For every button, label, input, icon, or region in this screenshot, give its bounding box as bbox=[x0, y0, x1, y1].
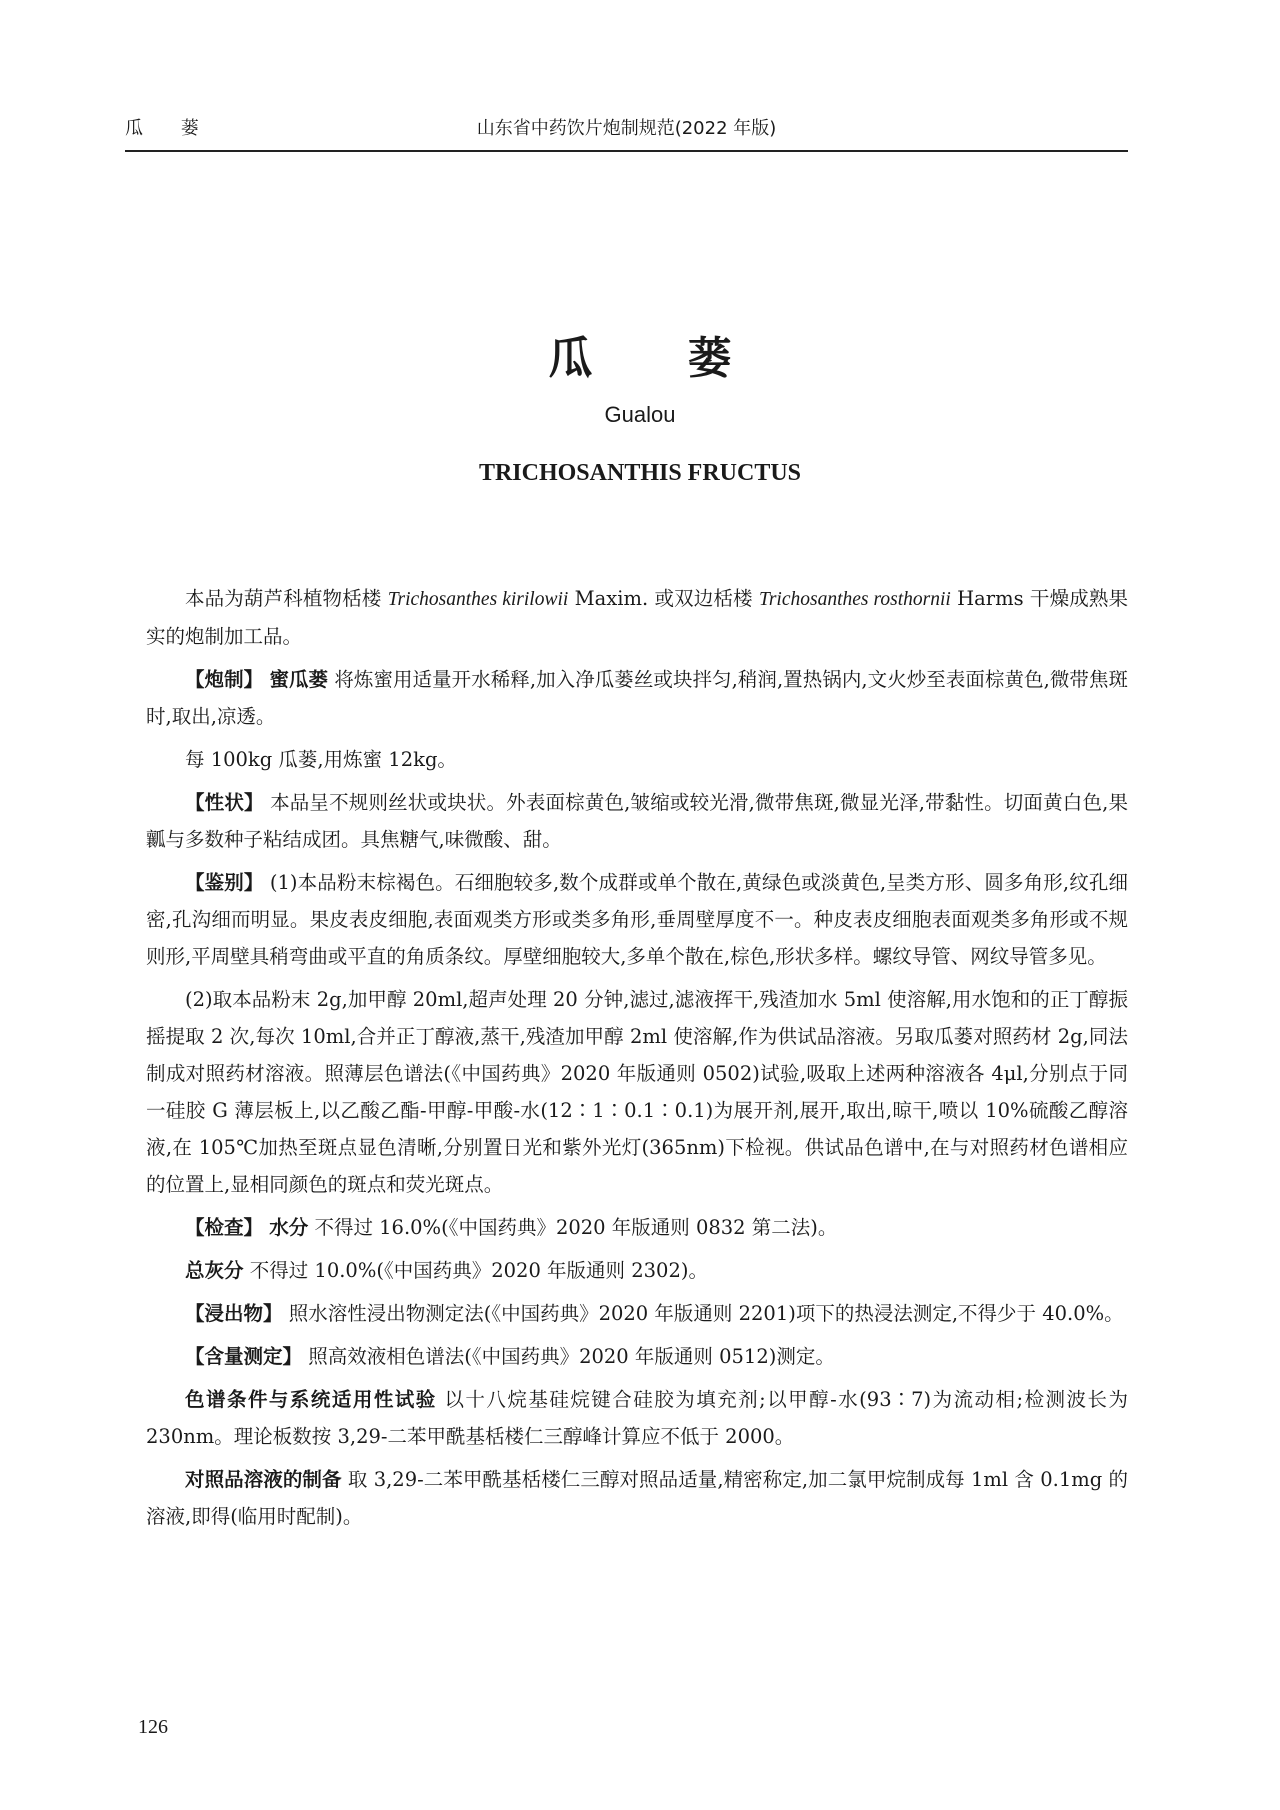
jianbie-section: 【鉴别】 (1)本品粉末棕褐色。石细胞较多,数个成群或单个散在,黄绿色或淡黄色,呈类方形、圆多角形,纹孔细密,孔沟细而明显。果皮表皮细胞,表面观类方形或类多角形,垂周壁厚度不一。种皮表皮细胞表面观类多角形或不规则形,平周壁具稍弯曲或平直的角质条纹。厚壁细胞较大,多单个散在,棕色,形状多样。螺纹导管、网纹导管多见。 bbox=[146, 871, 1128, 968]
subsection-label: 对照品溶液的制备 bbox=[185, 1468, 342, 1491]
hanliang-section: 【含量测定】 照高效液相色谱法(《中国药典》2020 年版通则 0512)测定。 bbox=[185, 1345, 835, 1368]
subsection-label: 蜜瓜蒌 bbox=[269, 668, 329, 691]
header-section-title: 瓜 蒌 bbox=[125, 118, 215, 139]
monograph-title: 瓜 蒌 bbox=[548, 333, 772, 384]
reference-solution-paragraph: 对照品溶液的制备 取 3,29-二苯甲酰基栝楼仁三醇对照品适量,精密称定,加二氯甲烷制成每 1ml 含 0.1mg 的溶液,即得(临用时配制)。 bbox=[146, 1468, 1129, 1528]
section-label: 【炮制】 bbox=[185, 668, 264, 691]
jinchuwu-section: 【浸出物】 照水溶性浸出物测定法(《中国药典》2020 年版通则 2201)项下的热浸法测定,不得少于 40.0%。 bbox=[185, 1302, 1124, 1325]
subsection-label: 总灰分 bbox=[185, 1259, 244, 1282]
xingzhuang-section: 【性状】 本品呈不规则丝状或块状。外表面棕黄色,皱缩或较光滑,微带焦斑,微显光泽,带黏性。切面黄白色,果瓤与多数种子粘结成团。具焦糖气,味微酸、甜。 bbox=[146, 791, 1128, 851]
paozhi-note: 每 100kg 瓜蒌,用炼蜜 12kg。 bbox=[185, 748, 457, 771]
header-book-title: 山东省中药饮片炮制规范(2022 年版) bbox=[476, 118, 777, 139]
section-label: 【浸出物】 bbox=[185, 1302, 283, 1325]
jianbie-tlc-paragraph: (2)取本品粉末 2g,加甲醇 20ml,超声处理 20 分钟,滤过,滤液挥干,残渣加水 5ml 使溶解,用水饱和的正丁醇振摇提取 2 次,每次 10ml,合并正丁醇液,蒸干,残渣加甲醇 2ml 使溶解,作为供试品溶液。另取瓜蒌对照药材 2g,同法制成对照药材溶液。照薄层色谱法(《中国药典》2020 年版通则 0502)试验,吸取上述两种溶液各 4μl,分别点于同一硅胶 G 薄层板上,以乙酸乙酯-甲醇-甲酸-水(12∶1∶0.1∶0.1)为展开剂,展开,取出,晾干,喷以 10%硫酸乙醇溶液,在 105℃加热至斑点显色清晰,分别置日光和紫外光灯(365nm)下检视。供试品色谱中,在与对照药材色谱相应的位置上,显相同颜色的斑点和荧光斑点。 bbox=[146, 988, 1128, 1196]
page-number: 126 bbox=[138, 1716, 168, 1738]
running-header bbox=[125, 110, 1128, 152]
intro-paragraph: 本品为葫芦科植物栝楼 Trichosanthes kirilowii Maxim. 或双边栝楼 Trichosanthes rosthornii Harms 干燥成熟果实的炮制加工品。 bbox=[146, 587, 1128, 648]
monograph-body bbox=[146, 580, 1128, 1541]
section-label: 【含量测定】 bbox=[185, 1345, 303, 1368]
section-label: 【检查】 bbox=[185, 1216, 264, 1239]
monograph-pinyin: Gualou bbox=[604, 402, 676, 427]
section-label: 【鉴别】 bbox=[185, 871, 264, 894]
jiancha-section: 【检查】 水分 不得过 16.0%(《中国药典》2020 年版通则 0832 第二法)。 bbox=[185, 1216, 838, 1239]
paozhi-section: 【炮制】 蜜瓜蒌 将炼蜜用适量开水稀释,加入净瓜蒌丝或块拌匀,稍润,置热锅内,文火炒至表面棕黄色,微带焦斑时,取出,凉透。 bbox=[146, 668, 1128, 728]
monograph-latin-name: TRICHOSANTHIS FRUCTUS bbox=[478, 460, 802, 486]
subsection-label: 色谱条件与系统适用性试验 bbox=[185, 1388, 437, 1411]
ash-paragraph: 总灰分 不得过 10.0%(《中国药典》2020 年版通则 2302)。 bbox=[185, 1259, 708, 1282]
subsection-label: 水分 bbox=[269, 1216, 309, 1239]
latin-species-1: Trichosanthes kirilowii bbox=[387, 589, 569, 610]
section-label: 【性状】 bbox=[185, 791, 264, 814]
chromatography-paragraph: 色谱条件与系统适用性试验 以十八烷基硅烷键合硅胶为填充剂;以甲醇-水(93∶7)为流动相;检测波长为 230nm。理论板数按 3,29-二苯甲酰基栝楼仁三醇峰计算应不低于 2000。 bbox=[146, 1388, 1128, 1448]
latin-species-2: Trichosanthes rosthornii bbox=[759, 589, 951, 610]
